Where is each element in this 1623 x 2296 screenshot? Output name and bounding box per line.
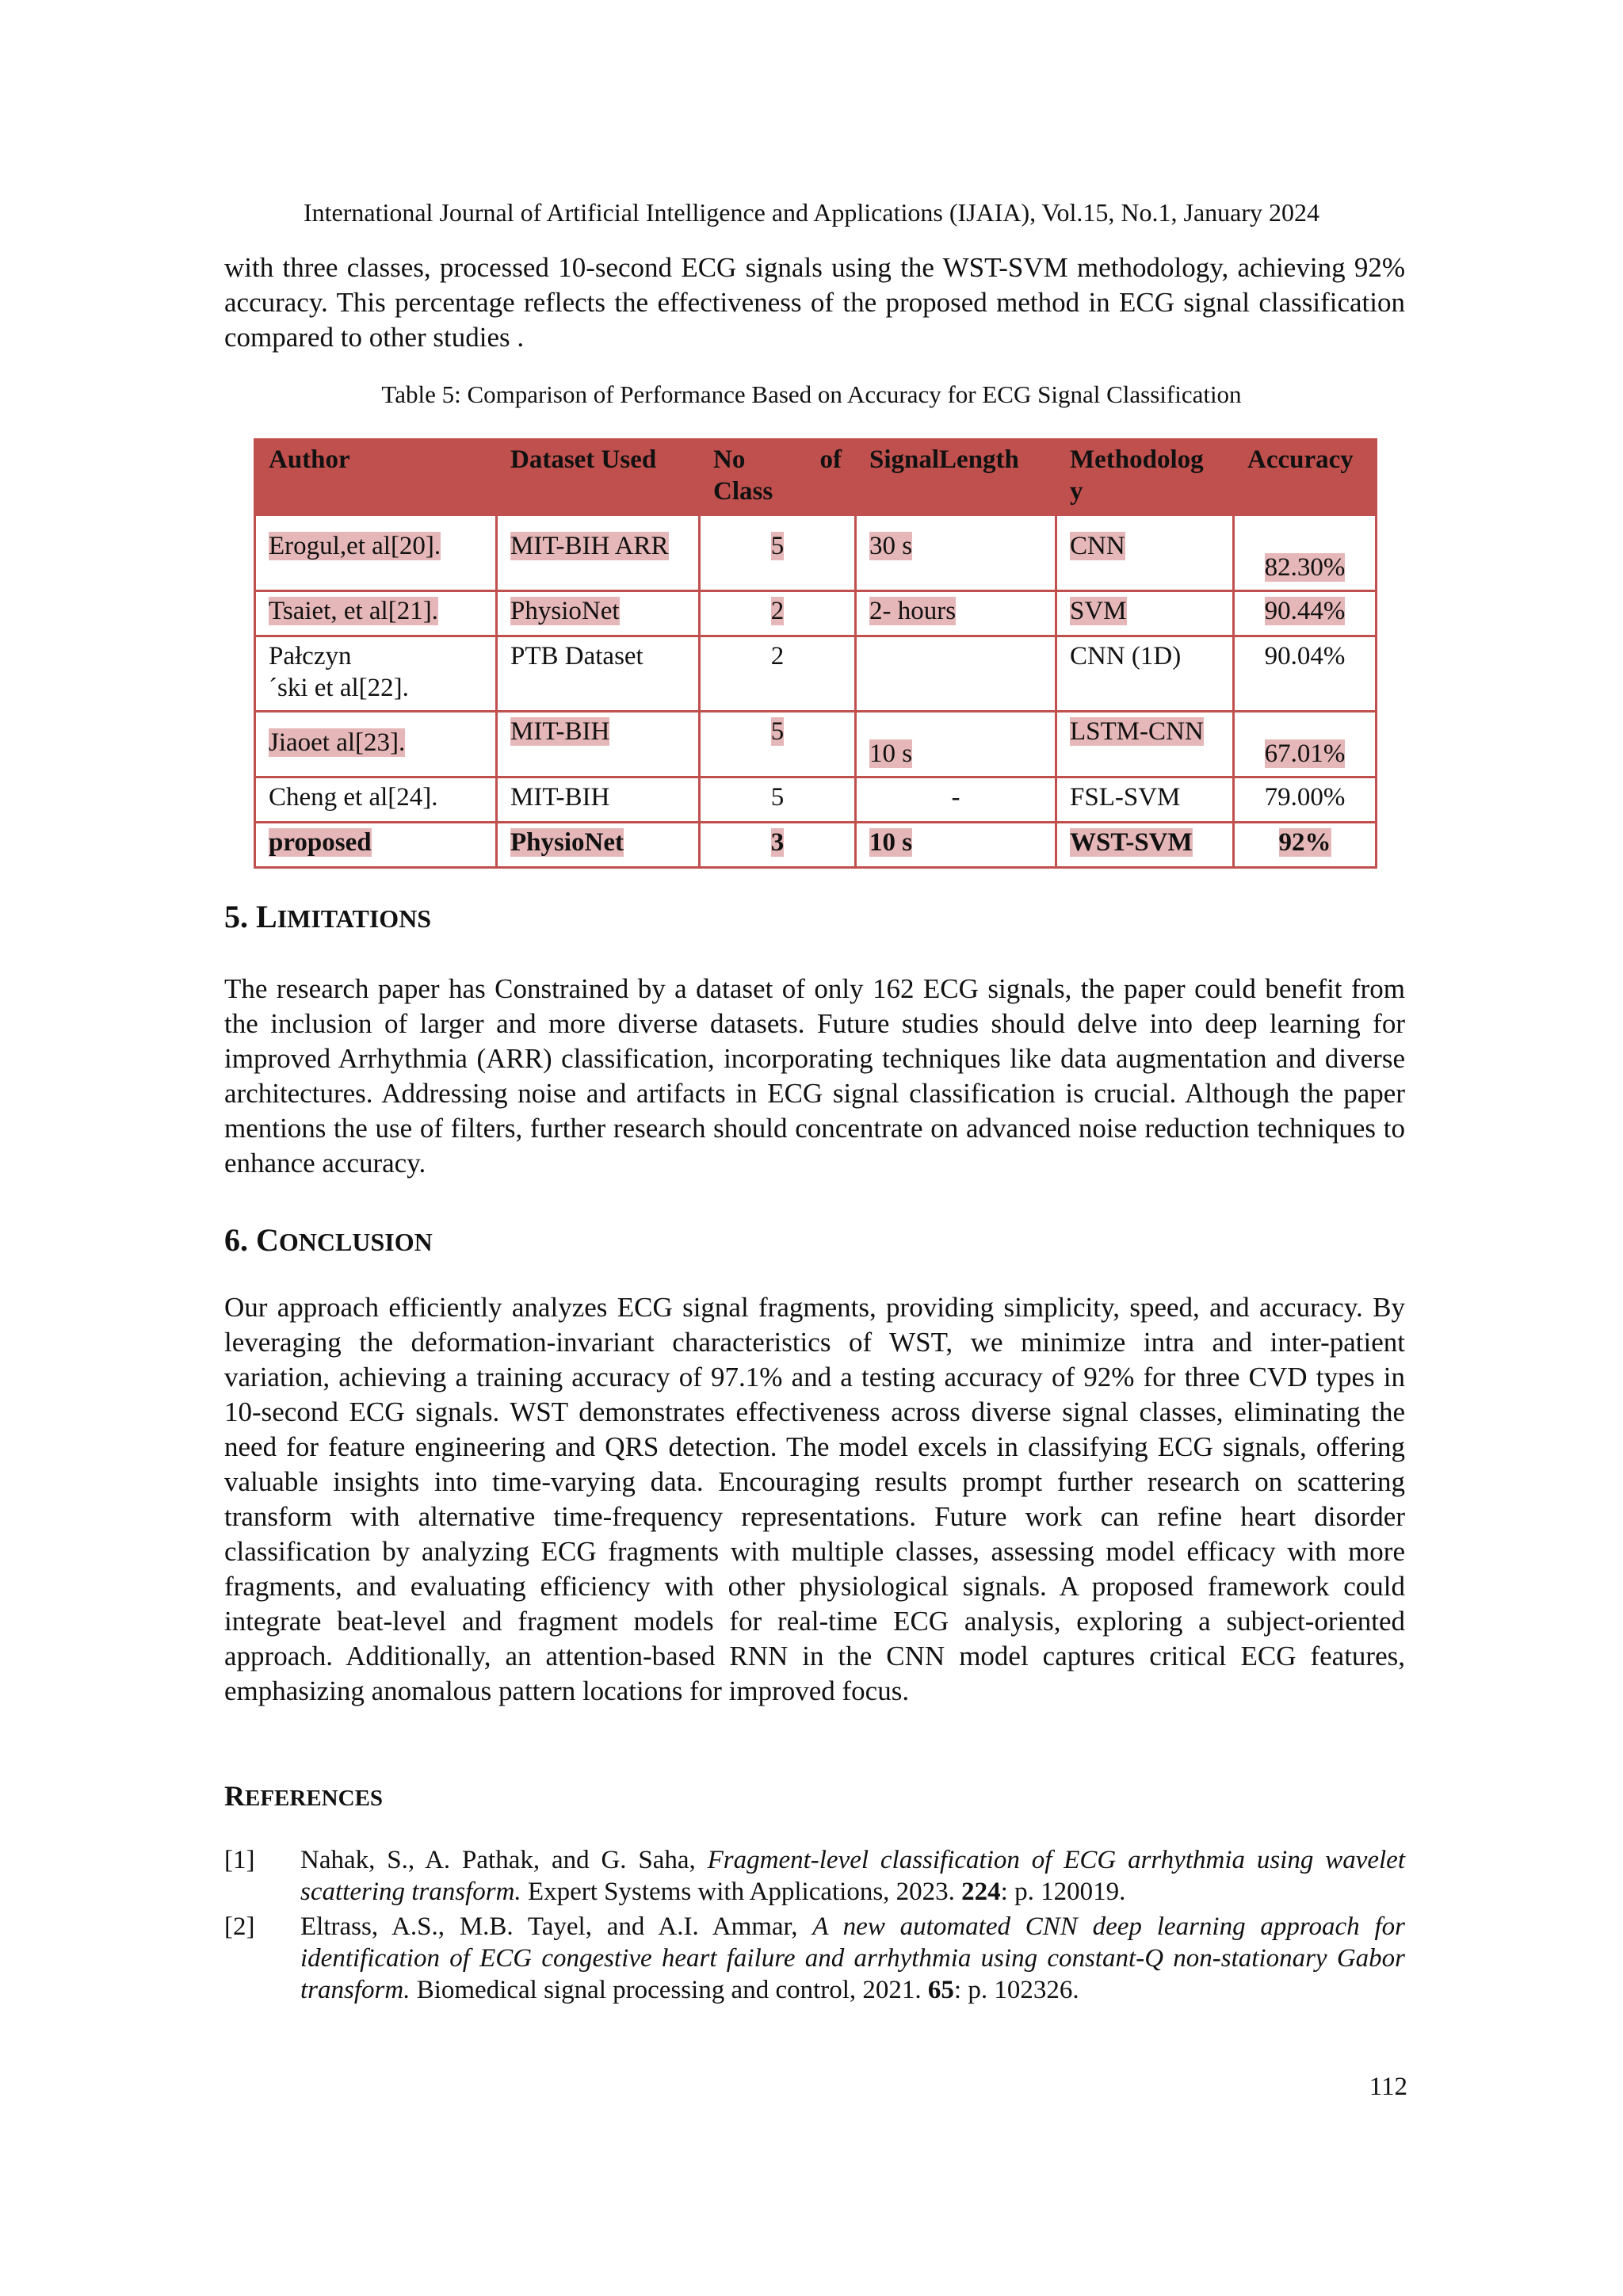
cell-classes: 5 bbox=[700, 515, 856, 591]
table-header-row bbox=[255, 440, 1377, 515]
cell-method: LSTM-CNN bbox=[1056, 712, 1234, 777]
cell-method: WST-SVM bbox=[1056, 823, 1234, 868]
cell-dataset: MIT-BIH ARR bbox=[497, 515, 700, 591]
cell-dataset: PhysioNet bbox=[497, 591, 700, 636]
reference-item: [2] Eltrass, A.S., M.B. Tayel, and A.I. Ammar, A new automated CNN deep learning approach for identification of ECG congestive heart failure and arrhythmia using constant-Q non-stationary Gabor transform. Biomedical signal processing and control, 2021. 65: p. 102326. bbox=[224, 1912, 1405, 2004]
table-row-proposed bbox=[255, 823, 1377, 868]
cell-dataset: PhysioNet bbox=[497, 823, 700, 868]
cell-signal: 30 s bbox=[856, 515, 1056, 591]
cell-author: Erogul,et al[20]. bbox=[255, 515, 497, 591]
table-row bbox=[255, 636, 1377, 712]
comparison-table bbox=[254, 438, 1377, 869]
cell-author: Tsaiet, et al[21]. bbox=[255, 591, 497, 636]
running-header: International Journal of Artificial Intelligence and Applications (IJAIA), Vol.15, No.1, January 2024 bbox=[303, 198, 1320, 227]
cell-signal: - bbox=[856, 777, 1056, 823]
page-number: 112 bbox=[1369, 2073, 1407, 2101]
cell-dataset: PTB Dataset bbox=[497, 636, 700, 712]
cell-classes: 2 bbox=[700, 636, 856, 712]
reference-item: [1] Nahak, S., A. Pathak, and G. Saha, Fragment-level classification of ECG arrhythmia using wavelet scattering transform. Expert Systems with Applications, 2023. 224: p. 120019. bbox=[224, 1846, 1405, 1906]
cell-accuracy: 79.00% bbox=[1234, 777, 1377, 823]
cell-author: Jiaoet al[23]. bbox=[255, 712, 497, 777]
header-methodology: Methodolog y bbox=[1056, 440, 1234, 515]
intro-paragraph: with three classes, processed 10-second ECG signals using the WST-SVM methodology, achieving 92% accuracy. This percentage reflects the effectiveness of the proposed method in ECG signal classification compared to other studies . bbox=[224, 252, 1405, 353]
limitations-heading: 5. LIMITATIONS bbox=[224, 899, 432, 934]
cell-dataset: MIT-BIH bbox=[497, 777, 700, 823]
cell-author: Pałczyn ´ski et al[22]. bbox=[255, 636, 497, 712]
reference-list bbox=[224, 1844, 1405, 2009]
cell-method: CNN (1D) bbox=[1056, 636, 1234, 712]
cell-classes: 3 bbox=[700, 823, 856, 868]
limitations-paragraph: The research paper has Constrained by a dataset of only 162 ECG signals, the paper could benefit from the inclusion of larger and more diverse datasets. Future studies should delve into deep learning for improved Arrhythmia (ARR) classification, incorporating techniques like data augmentation and diverse architectures. Addressing noise and artifacts in ECG signal classification is crucial. Although the paper mentions the use of filters, further research should concentrate on advanced noise reduction techniques to enhance accuracy. bbox=[224, 973, 1405, 1179]
cell-classes: 5 bbox=[700, 777, 856, 823]
conclusion-paragraph: Our approach efficiently analyzes ECG signal fragments, providing simplicity, speed, and accuracy. By leveraging the deformation-invariant characteristics of WST, we minimize intra and inter-patient variation, achieving a training accuracy of 97.1% and a testing accuracy of 92% for three CVD types in 10-second ECG signals. WST demonstrates effectiveness across diverse signal classes, eliminating the need for feature engineering and QRS detection. The model excels in classifying ECG signals, offering valuable insights into time-varying data. Encouraging results prompt further research on scattering transform with alternative time-frequency representations. Future work can refine heart disorder classification by analyzing ECG fragments with multiple classes, assessing model efficacy with more fragments, and evaluating efficiency with other physiological signals. A proposed framework could integrate beat-level and fragment models for real-time ECG analysis, exploring a subject-oriented approach. Additionally, an attention-based RNN in the CNN model captures critical ECG features, emphasizing anomalous pattern locations for improved focus. bbox=[224, 1292, 1405, 1706]
cell-method: CNN bbox=[1056, 515, 1234, 591]
conclusion-heading: 6. CONCLUSION bbox=[224, 1222, 433, 1258]
cell-accuracy: 90.04% bbox=[1234, 636, 1377, 712]
cell-accuracy: 82.30% bbox=[1234, 515, 1377, 591]
references-heading: REFERENCES bbox=[224, 1780, 384, 1812]
header-accuracy: Accuracy bbox=[1234, 440, 1377, 515]
cell-author: proposed bbox=[255, 823, 497, 868]
table-row bbox=[255, 712, 1377, 777]
header-signal-length: SignalLength bbox=[856, 440, 1056, 515]
header-classes: No of Class bbox=[700, 440, 856, 515]
cell-signal: 10 s bbox=[856, 712, 1056, 777]
header-dataset: Dataset Used bbox=[497, 440, 700, 515]
cell-signal: 2- hours bbox=[856, 591, 1056, 636]
cell-signal bbox=[856, 636, 1056, 712]
cell-classes: 2 bbox=[700, 591, 856, 636]
header-author: Author bbox=[255, 440, 497, 515]
cell-accuracy: 67.01% bbox=[1234, 712, 1377, 777]
table-caption: Table 5: Comparison of Performance Based on Accuracy for ECG Signal Classification bbox=[381, 380, 1242, 408]
cell-method: FSL-SVM bbox=[1056, 777, 1234, 823]
table-row bbox=[255, 515, 1377, 591]
cell-signal: 10 s bbox=[856, 823, 1056, 868]
cell-accuracy: 92% bbox=[1234, 823, 1377, 868]
cell-classes: 5 bbox=[700, 712, 856, 777]
table-row bbox=[255, 777, 1377, 823]
table-row bbox=[255, 591, 1377, 636]
cell-accuracy: 90.44% bbox=[1234, 591, 1377, 636]
cell-method: SVM bbox=[1056, 591, 1234, 636]
cell-dataset: MIT-BIH bbox=[497, 712, 700, 777]
cell-author: Cheng et al[24]. bbox=[255, 777, 497, 823]
